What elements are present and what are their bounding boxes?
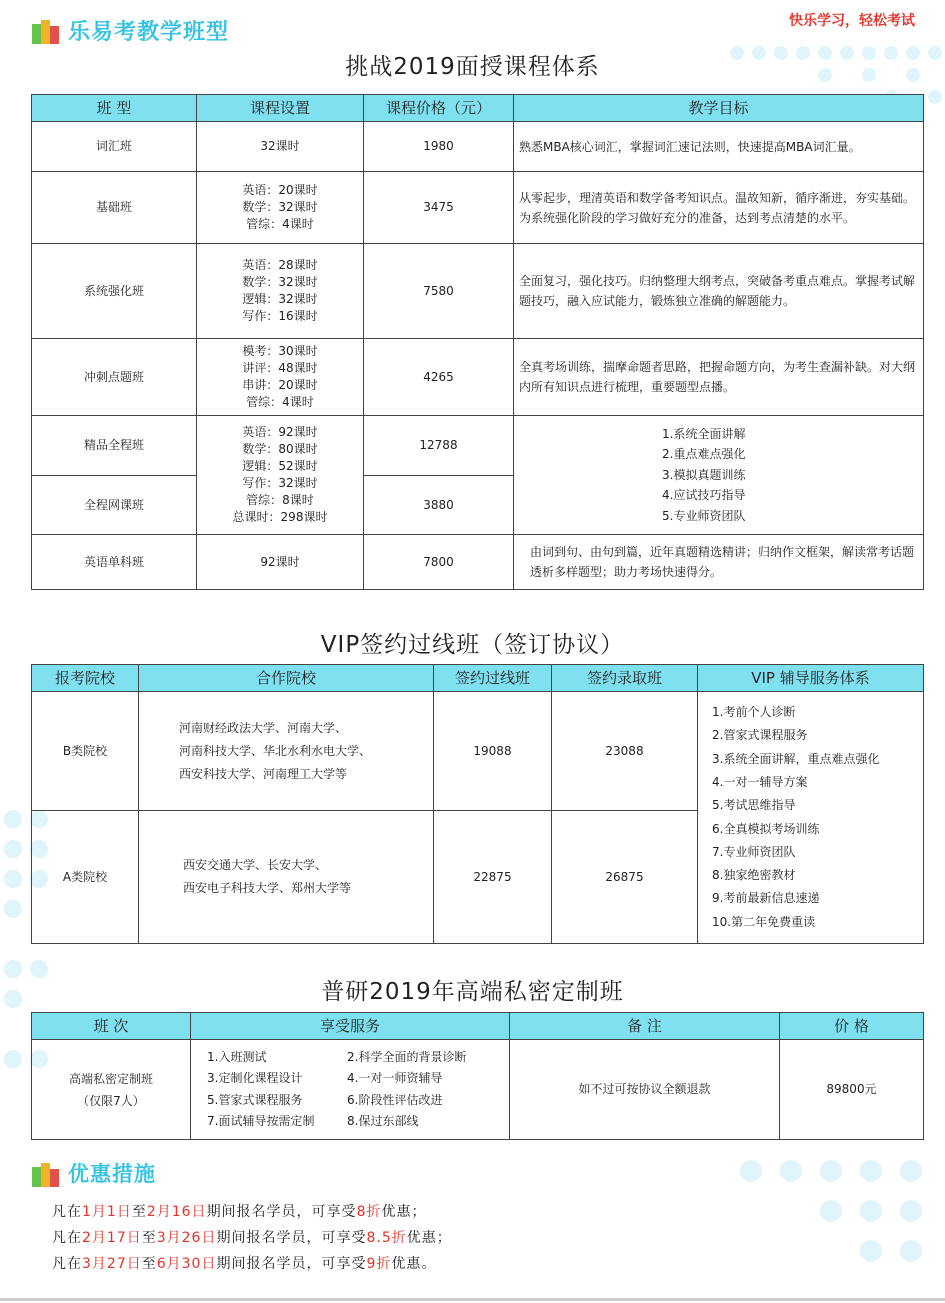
pass-price: 19088 <box>434 692 552 811</box>
promo-discount: 9折 <box>366 1256 392 1272</box>
promo-list <box>52 1199 452 1277</box>
books-icon <box>30 1157 64 1189</box>
promo-text: 期间报名学员，可享受 <box>216 1230 367 1246</box>
table-header-row <box>32 1013 924 1040</box>
promo-line <box>52 1251 452 1277</box>
class-name: 冲刺点题班 <box>32 339 197 416</box>
teaching-goal: 熟悉MBA核心词汇，掌握词汇速记法则，快速提高MBA词汇量。 <box>514 122 924 172</box>
brand-logo <box>30 14 229 46</box>
teaching-goal: 从零起步，理清英语和数学备考知识点。温故知新，循序渐进，夯实基础。为系统强化阶段的学习做好充分的准备，达到考点清楚的水平。 <box>514 172 924 244</box>
table-header-row <box>32 665 924 692</box>
promo-text: 优惠； <box>381 1204 427 1220</box>
promo-text: 凡在 <box>52 1204 82 1220</box>
admit-price: 23088 <box>552 692 698 811</box>
course-price: 3880 <box>364 476 514 535</box>
decorative-dots-bottom-right <box>720 1150 945 1300</box>
column-header: 签约过线班 <box>434 665 552 692</box>
promo-date: 1月1日 <box>82 1204 132 1220</box>
school-category: B类院校 <box>32 692 139 811</box>
class-name: 英语单科班 <box>32 535 197 590</box>
promo-discount: 8.5折 <box>366 1230 407 1246</box>
service-list-left: 1.入班测试 3.定制化课程设计 5.管家式课程服务 7.面试辅导按需定制 <box>207 1049 315 1128</box>
service-list-right: 2.科学全面的背景诊断 4.一对一师资辅导 6.阶段性评估改进 8.保过东部线 <box>347 1049 467 1128</box>
class-name: 系统强化班 <box>32 244 197 339</box>
table-row <box>32 244 924 339</box>
school-category: A类院校 <box>32 811 139 944</box>
column-header: 班 次 <box>32 1013 191 1040</box>
promo-date: 3月26日 <box>156 1230 217 1246</box>
promo-text: 凡在 <box>52 1230 82 1246</box>
table-row <box>32 1040 924 1140</box>
promo-text: 至 <box>141 1256 157 1272</box>
section-title-courses: 挑战2019面授课程体系 <box>345 54 600 80</box>
promo-discount: 8折 <box>356 1204 382 1220</box>
column-header: 班 型 <box>32 95 197 122</box>
course-price: 1980 <box>364 122 514 172</box>
promo-date: 2月17日 <box>82 1230 142 1246</box>
admit-price: 26875 <box>552 811 698 944</box>
books-icon <box>30 14 64 46</box>
course-setting: 英语：20课时 数学：32课时 管综：4课时 <box>197 172 364 244</box>
partner-schools: 西安交通大学、长安大学、 西安电子科技大学、郑州大学等 <box>139 811 434 944</box>
column-header: 课程设置 <box>197 95 364 122</box>
section-title-vip: VIP签约过线班（签订协议） <box>320 632 625 658</box>
table-row <box>32 416 924 476</box>
course-setting: 92课时 <box>197 535 364 590</box>
table-row <box>32 122 924 172</box>
teaching-goal: 全面复习，强化技巧。归纳整理大纲考点，突破备考重点难点。掌握考试解题技巧，融入应试能力，锻炼独立准确的解题能力。 <box>514 244 924 339</box>
promo-date: 3月27日 <box>82 1256 142 1272</box>
column-header: 教学目标 <box>514 95 924 122</box>
column-header: VIP 辅导服务体系 <box>698 665 924 692</box>
course-setting: 模考：30课时 讲评：48课时 串讲：20课时 管综：4课时 <box>197 339 364 416</box>
promo-text: 期间报名学员，可享受 <box>206 1204 357 1220</box>
promo-date: 6月30日 <box>156 1256 217 1272</box>
partner-schools: 河南财经政法大学、河南大学、 河南科技大学、华北水利水电大学、 西安科技大学、河南理工大学等 <box>139 692 434 811</box>
course-price: 7580 <box>364 244 514 339</box>
promo-title: 优惠措施 <box>68 1162 156 1186</box>
promo-text: 凡在 <box>52 1256 82 1272</box>
service-cell <box>191 1040 510 1140</box>
vip-service-list: 1.考前个人诊断 2.管家式课程服务 3.系统全面讲解，重点难点强化 4.一对一辅导方案 5.考试思维指导 6.全真模拟考场训练 7.专业师资团队 8.独家绝密教材 9.考前最新信息速递 10.第二年免费重读 <box>698 692 924 944</box>
class-name: 高端私密定制班 （仅限7人） <box>32 1040 191 1140</box>
pass-price: 22875 <box>434 811 552 944</box>
course-price: 3475 <box>364 172 514 244</box>
note: 如不过可按协议全额退款 <box>510 1040 780 1140</box>
promo-header <box>30 1157 156 1189</box>
course-price: 4265 <box>364 339 514 416</box>
promo-text: 优惠； <box>406 1230 452 1246</box>
column-header: 享受服务 <box>191 1013 510 1040</box>
course-table <box>31 94 924 590</box>
section-title-private: 普研2019年高端私密定制班 <box>321 979 624 1005</box>
column-header: 合作院校 <box>139 665 434 692</box>
course-price: 12788 <box>364 416 514 476</box>
course-price: 7800 <box>364 535 514 590</box>
promo-date: 2月16日 <box>146 1204 207 1220</box>
promo-text: 期间报名学员，可享受 <box>216 1256 367 1272</box>
table-header-row <box>32 95 924 122</box>
promo-line <box>52 1199 452 1225</box>
table-row <box>32 172 924 244</box>
class-name: 基础班 <box>32 172 197 244</box>
class-name: 精品全程班 <box>32 416 197 476</box>
bottom-divider <box>0 1298 945 1301</box>
column-header: 课程价格（元） <box>364 95 514 122</box>
table-row <box>32 692 924 811</box>
column-header: 备 注 <box>510 1013 780 1040</box>
table-row <box>32 535 924 590</box>
course-setting: 英语：28课时 数学：32课时 逻辑：32课时 写作：16课时 <box>197 244 364 339</box>
logo-text: 乐易考教学班型 <box>68 19 230 45</box>
promo-text: 至 <box>141 1230 157 1246</box>
class-name: 词汇班 <box>32 122 197 172</box>
promo-text: 至 <box>131 1204 147 1220</box>
teaching-goal: 全真考场训练，揣摩命题者思路，把握命题方向，为考生查漏补缺。对大纲内所有知识点进行梳理，重要题型点播。 <box>514 339 924 416</box>
column-header: 价 格 <box>780 1013 924 1040</box>
promo-text: 优惠。 <box>391 1256 437 1272</box>
vip-table <box>31 664 924 944</box>
price: 89800元 <box>780 1040 924 1140</box>
class-name: 全程网课班 <box>32 476 197 535</box>
course-setting: 32课时 <box>197 122 364 172</box>
promo-line <box>52 1225 452 1251</box>
teaching-goal: 由词到句、由句到篇，近年真题精选精讲；归纳作文框架，解读常考话题透析多样题型；助力考场快速得分。 <box>514 535 924 590</box>
table-row <box>32 339 924 416</box>
column-header: 报考院校 <box>32 665 139 692</box>
slogan: 快乐学习，轻松考试 <box>789 13 915 29</box>
course-setting: 英语：92课时 数学：80课时 逻辑：52课时 写作：32课时 管综：8课时 总课时：298课时 <box>197 416 364 535</box>
private-class-table <box>31 1012 924 1140</box>
teaching-goal: 1.系统全面讲解 2.重点难点强化 3.模拟真题训练 4.应试技巧指导 5.专业师资团队 <box>514 416 924 535</box>
column-header: 签约录取班 <box>552 665 698 692</box>
